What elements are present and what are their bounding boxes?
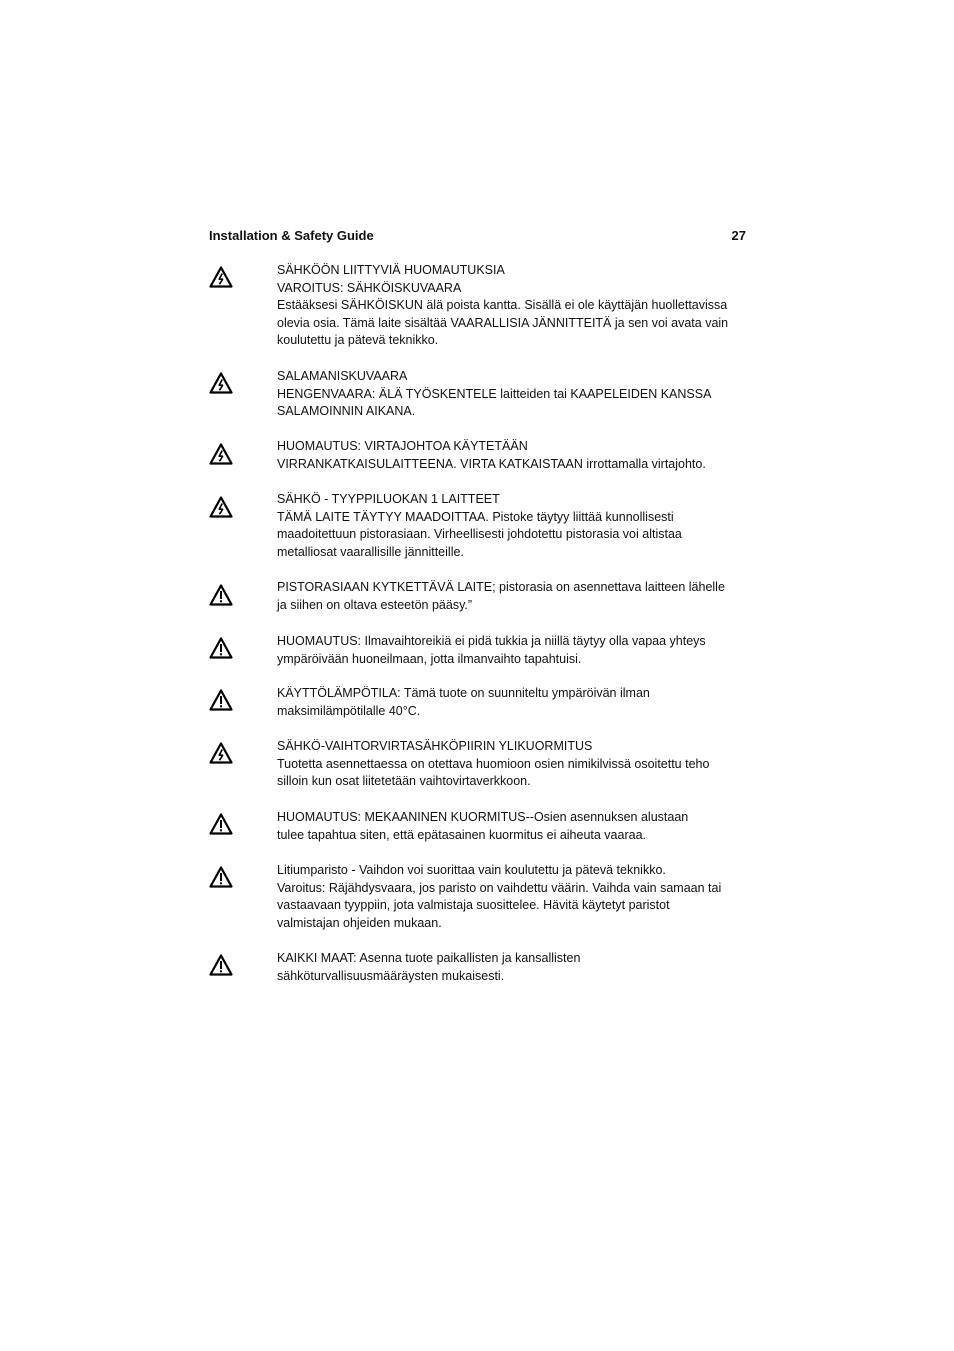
notice-text <box>277 950 747 985</box>
electric-hazard-warning-icon <box>209 372 233 394</box>
notice-line: SÄHKÖÖN LIITTYVIÄ HUOMAUTUKSIA <box>277 263 505 277</box>
notice-line: HUOMAUTUS: MEKAANINEN KUORMITUS--Osien asennuksen alustaan <box>277 810 689 824</box>
notice-line: valmistajan ohjeiden mukaan. <box>277 915 442 930</box>
electric-hazard-warning-icon <box>209 266 233 288</box>
notice-text <box>277 438 747 473</box>
electric-hazard-warning-icon <box>209 742 233 764</box>
caution-warning-icon <box>209 866 233 888</box>
notice-line: Varoitus: Räjähdysvaara, jos paristo on vaihdettu väärin. Vaihda vain samaan tai <box>277 880 722 895</box>
caution-warning-icon <box>209 689 233 711</box>
notice-text <box>277 738 747 791</box>
caution-warning-icon <box>209 813 233 835</box>
notice-line: VIRRANKATKAISULAITTEENA. VIRTA KATKAISTAAN irrottamalla virtajohto. <box>277 456 706 471</box>
notice-line: koulutettu ja pätevä teknikko. <box>277 333 439 348</box>
caution-warning-icon <box>209 637 233 659</box>
notice-line: Estääksesi SÄHKÖISKUN älä poista kantta. Sisällä ei ole käyttäjän huollettavissa <box>277 298 728 313</box>
notice-line: sähköturvallisuusmääräysten mukaisesti. <box>277 968 505 983</box>
notice-line: tulee tapahtua siten, että epätasainen kuormitus ei aiheuta vaaraa. <box>277 827 647 842</box>
notice-text <box>277 368 747 421</box>
notice-line: TÄMÄ LAITE TÄYTYY MAADOITTAA. Pistoke täytyy liittää kunnollisesti <box>277 509 674 524</box>
notice-line: SÄHKÖ - TYYPPILUOKAN 1 LAITTEET <box>277 492 500 506</box>
notice-line: vastaavaan tyyppiin, jota valmistaja suosittelee. Hävitä käytetyt paristot <box>277 898 670 913</box>
notice-line: HENGENVAARA: ÄLÄ TYÖSKENTELE laitteiden tai KAAPELEIDEN KANSSA <box>277 386 712 401</box>
notice-line: VAROITUS: SÄHKÖISKUVAARA <box>277 280 462 295</box>
notice-text <box>277 633 747 668</box>
notice-line: Tuotetta asennettaessa on otettava huomioon osien nimikilvissä osoitettu teho <box>277 756 710 771</box>
caution-warning-icon <box>209 954 233 976</box>
notice-line: SÄHKÖ-VAIHTORVIRTASÄHKÖPIIRIN YLIKUORMITUS <box>277 739 593 753</box>
page-number: 27 <box>731 228 746 243</box>
notice-line: Litiumparisto - Vaihdon voi suorittaa vain koulutettu ja pätevä teknikko. <box>277 863 666 877</box>
notice-text <box>277 262 747 350</box>
notice-line: HUOMAUTUS: VIRTAJOHTOA KÄYTETÄÄN <box>277 439 528 453</box>
page-header <box>209 228 746 244</box>
notice-line: PISTORASIAAN KYTKETTÄVÄ LAITE; pistorasia on asennettava laitteen lähelle <box>277 580 725 594</box>
notice-line: KAIKKI MAAT: Asenna tuote paikallisten ja kansallisten <box>277 951 581 965</box>
notice-line: metalliosat vaarallisille jännitteille. <box>277 544 464 559</box>
notice-line: silloin kun osat liitetetään vaihtovirtaverkkoon. <box>277 774 531 789</box>
notice-text <box>277 579 747 614</box>
notice-line: KÄYTTÖLÄMPÖTILA: Tämä tuote on suunniteltu ympäröivän ilman <box>277 686 650 700</box>
notice-line: ja siihen on oltava esteetön pääsy.” <box>277 597 473 612</box>
document-title: Installation & Safety Guide <box>209 228 374 243</box>
notice-line: maadoitettuun pistorasiaan. Virheellisesti johdotettu pistorasia voi altistaa <box>277 527 682 542</box>
notice-line: ympäröivään huoneilmaan, jotta ilmanvaihto tapahtuisi. <box>277 651 582 666</box>
notice-line: olevia osia. Tämä laite sisältää VAARALLISIA JÄNNITTEITÄ ja sen voi avata vain <box>277 315 729 330</box>
electric-hazard-warning-icon <box>209 496 233 518</box>
notice-text <box>277 685 747 720</box>
electric-hazard-warning-icon <box>209 443 233 465</box>
caution-warning-icon <box>209 584 233 606</box>
notice-text <box>277 491 747 561</box>
notice-text <box>277 809 747 844</box>
notice-line: SALAMOINNIN AIKANA. <box>277 404 416 419</box>
notice-text <box>277 862 747 932</box>
notice-line: SALAMANISKUVAARA <box>277 369 408 383</box>
notice-line: maksimilämpötilalle 40°C. <box>277 703 421 718</box>
notice-line: HUOMAUTUS: Ilmavaihtoreikiä ei pidä tukkia ja niillä täytyy olla vapaa yhteys <box>277 634 706 648</box>
